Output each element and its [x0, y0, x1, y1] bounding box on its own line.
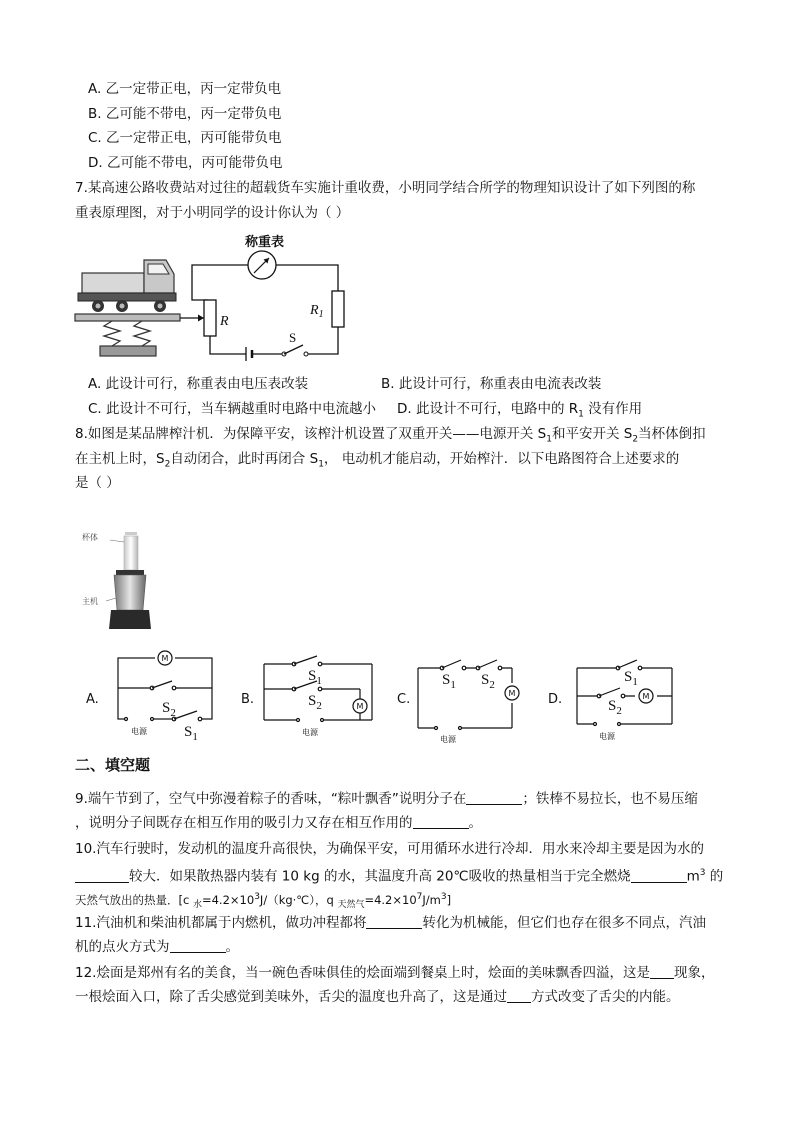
q7-option-d: D. 此设计不可行，电路中的 $R_1$ 没有作用 [397, 401, 643, 420]
q12-line2: 一根烩面入口，除了舌尖感觉到美味外，舌尖的温度也升高了，这是通过 方式改变了舌尖的内能。 [75, 989, 680, 1005]
q8-stem-line1: 8.如图是某品牌榨汁机．为保障平安，该榨汁机设置了双重开关——电源开关 $S_1$和平安开关 $S_2$当杯体倒扣 [75, 426, 706, 445]
svg-text:R1 [309, 303, 324, 320]
cup-label: 杯体 [82, 533, 98, 542]
circuit-label-b: B. [241, 692, 255, 707]
q12-blank-1[interactable] [650, 965, 674, 979]
q7-stem-line1: 7.某高速公路收费站对过往的超载货车实施计重收费，小明同学结合所学的物理知识设计了如下列图的称 [75, 180, 696, 196]
circuit-label-a: A. [86, 692, 99, 707]
switch-a-s2: $S_2$ [162, 700, 176, 719]
q11-line1: 11.汽油机和柴油机都属于内燃机，做功冲程都将 转化为机械能，但它们也存在很多不同点，汽油 [75, 915, 706, 931]
section-title-fill-in: 二、填空题 [75, 756, 151, 774]
q7-stem-line2: 重表原理图，对于小明同学的设计你认为（ ） [75, 205, 350, 221]
q12-line1: 12.烩面是郑州有名的美食，当一碗色香味俱佳的烩面端到餐桌上时，烩面的美味飘香四溢，这是 现象， [75, 965, 715, 981]
q9-line2: ，说明分子间既存在相互作用的吸引力又存在相互作用的 。 [75, 815, 482, 831]
q8-stem-line2: 在主机上时，$S_2$自动闭合，此时再闭合 $S_1$， 电动机才能启动，开始榨汁．以下电路图符合上述要求的 [75, 451, 680, 470]
q9-blank-1[interactable] [466, 791, 522, 805]
switch-b-s2: $S_2$ [308, 693, 322, 712]
motor-d: M [642, 692, 650, 701]
r1-sub: 1 [318, 309, 324, 320]
q9-line1: 9.端午节到了，空气中弥漫着粽子的香味，“粽叶飘香”说明分子在 ；铁棒不易拉长，也不易压缩 [75, 791, 698, 807]
motor-a: M [161, 654, 169, 663]
q7-weighing-diagram [70, 228, 370, 368]
switch-c-s2: $S_2$ [481, 672, 495, 691]
q6-option-c: C. 乙一定带正电，丙可能带负电 [88, 130, 282, 146]
motor-b: M [356, 702, 364, 711]
q7-option-c: C. 此设计不可行，当车辆越重时电路中电流越小 [88, 401, 377, 417]
truck-illustration [78, 260, 176, 312]
switch-c-s1: $S_1$ [442, 672, 456, 691]
switch-a-s1: $S_1$ [184, 724, 198, 743]
q8-circuit-options [80, 648, 700, 744]
circuit-label-d: D. [548, 692, 563, 707]
q10-line3: 天然气放出的热量．[c $_水=4.2\times 10^3J/(kg\cdot℃)$，q $_{天然气}=4.2\times 10^7J/m^3$] [75, 892, 452, 911]
q10-line1: 10.汽车行驶时，发动机的温度升高很快，为确保平安，可用循环水进行冷却．用水来冷却主要是因为水的 [75, 841, 704, 857]
q11-line2: 机的点火方式为 。 [75, 939, 239, 955]
source-c: 电源 [440, 735, 456, 744]
q11-blank-2[interactable] [170, 939, 226, 953]
source-d: 电源 [599, 732, 615, 741]
source-a: 电源 [131, 727, 147, 736]
q10-blank-2[interactable] [631, 869, 687, 883]
switch-label: S [289, 330, 297, 345]
q12-blank-2[interactable] [507, 989, 531, 1003]
meter-label: 称重表 [245, 235, 285, 250]
q8-stem-line3: 是（ ） [75, 475, 120, 491]
q7-option-b: B. 此设计可行，称重表由电流表改装 [381, 376, 602, 392]
base-label: 主机 [82, 597, 98, 606]
q10-blank-1[interactable] [75, 869, 129, 883]
q9-blank-2[interactable] [413, 815, 469, 829]
r1-label: R [310, 303, 319, 318]
q10-line2: 较大．如果散热器内装有 10 kg 的水，其温度升高 20℃吸收的热量相当于完全燃烧 $m^3$ 的 [75, 864, 723, 886]
q6-option-d: D. 乙可能不带电，丙可能带负电 [88, 155, 283, 171]
motor-c: M [508, 689, 516, 698]
q7-option-a: A. 此设计可行，称重表由电压表改装 [88, 376, 309, 392]
switch-d-s1: $S_1$ [624, 669, 638, 688]
q11-blank-1[interactable] [366, 915, 422, 929]
juicer-photo [80, 528, 160, 634]
r-label: R [220, 314, 229, 329]
source-b: 电源 [302, 728, 318, 737]
switch-b-s1: $S_1$ [308, 668, 322, 687]
q6-option-b: B. 乙可能不带电，丙一定带负电 [88, 106, 282, 122]
switch-d-s2: $S_2$ [608, 698, 622, 717]
circuit-label-c: C. [397, 692, 411, 707]
q6-option-a: A. 乙一定带正电，丙一定带负电 [88, 81, 282, 97]
